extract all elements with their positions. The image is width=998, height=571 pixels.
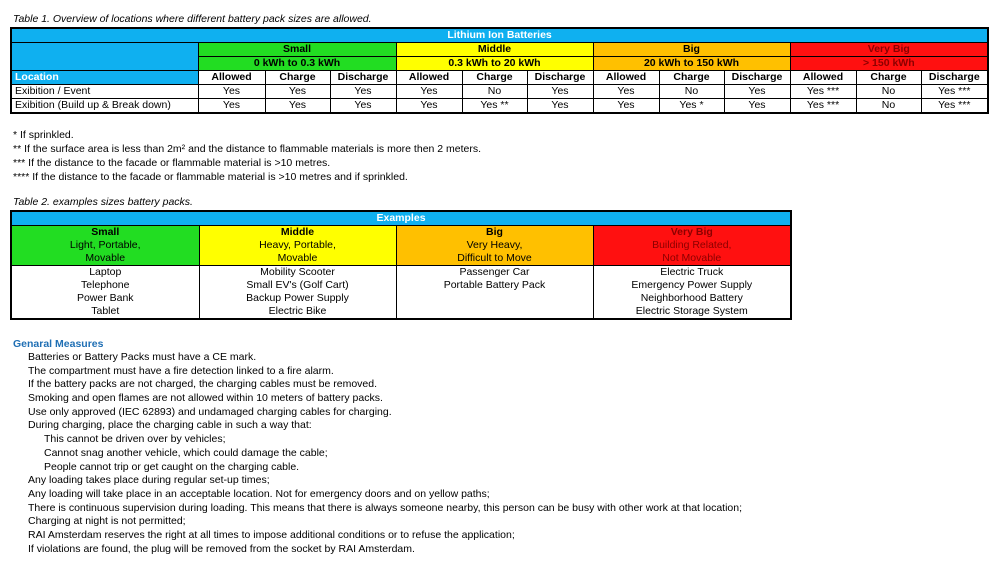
example-col-middle-desc: Heavy, Portable, [199,239,396,252]
measure-subitem: People cannot trip or get caught on the charging cable. [44,460,300,473]
example-item: Neighborhood Battery [593,292,791,305]
table2-caption: Table 2. examples sizes battery packs. [13,196,193,208]
subheader: Charge [659,71,724,85]
measure-item: Batteries or Battery Packs must have a CE mark. [28,351,257,363]
footnote: ** If the surface area is less than 2m² and the distance to flammable materials is more then 2 meters. [13,143,482,155]
example-item: Emergency Power Supply [593,279,791,292]
measure-item: Any loading will take place in an acceptable location. Not for emergency doors and on yellow paths; [28,487,490,500]
example-item: Electric Storage System [593,305,791,319]
example-item: Electric Truck [593,266,791,280]
measure-item: Charging at night is not permitted; [28,515,186,528]
group-small-range: 0 kWh to 0.3 kWh [198,57,396,71]
measure-item: There is continuous supervision during loading. This means that there is always someone nearby, this person can be busy with other work at that location; [28,501,742,514]
example-item: Tablet [11,305,199,319]
example-item: Laptop [11,266,199,280]
example-item [396,305,593,319]
table-cell: Yes *** [921,85,988,99]
measure-item: RAI Amsterdam reserves the right at all times to impose additional conditions or to refuse the application; [28,528,515,541]
table-cell: No [462,85,527,99]
table-cell: Yes *** [790,99,856,114]
group-small-name: Small [198,43,396,57]
measure-subitem: This cannot be driven over by vehicles; [44,433,226,446]
footnote: *** If the distance to the facade or flammable material is >10 metres. [13,157,331,169]
example-col-very-big-desc2: Not Movable [593,252,791,266]
example-item: Portable Battery Pack [396,279,593,292]
example-col-middle-name: Middle [199,226,396,240]
measure-subitem: Cannot snag another vehicle, which could damage the cable; [44,446,328,459]
measure-item: Any loading takes place during regular set-up times; [28,474,270,487]
table-cell: Yes [330,85,396,99]
subheader: Charge [462,71,527,85]
group-big-range: 20 kWh to 150 kWh [593,57,790,71]
footnotes [13,128,481,184]
subheader: Discharge [921,71,988,85]
subheader: Allowed [198,71,265,85]
subheader: Charge [265,71,330,85]
example-col-middle-desc2: Movable [199,252,396,266]
table-cell: Yes [330,99,396,114]
group-middle-name: Middle [396,43,593,57]
group-very-big-name: Very Big [790,43,988,57]
example-col-very-big-desc: Building Related, [593,239,791,252]
group-very-big-range: > 150 kWh [790,57,988,71]
footnote: * If sprinkled. [13,129,74,141]
footnote: **** If the distance to the facade or flammable material is >10 metres and if sprinkled. [13,171,408,183]
table-row [11,85,988,99]
general-measures-title: Genaral Measures [13,338,104,350]
table-cell: Yes [593,99,659,114]
table-cell: Yes *** [921,99,988,114]
table-cell: Yes [527,85,593,99]
example-item: Small EV's (Golf Cart) [199,279,396,292]
example-col-big-desc2: Difficult to Move [396,252,593,266]
table-cell: Yes *** [790,85,856,99]
example-col-big-desc: Very Heavy, [396,239,593,252]
example-col-small-desc: Light, Portable, [11,239,199,252]
table-row [11,305,791,319]
table-cell: No [856,99,921,114]
example-item [396,292,593,305]
table-cell: Yes [396,85,462,99]
example-item: Mobility Scooter [199,266,396,280]
group-middle-range: 0.3 kWh to 20 kWh [396,57,593,71]
row-label: Exibition / Event [11,85,198,99]
subheader: Charge [856,71,921,85]
table-cell: Yes ** [462,99,527,114]
table-row [11,266,791,280]
table1-header: Lithium Ion Batteries [11,28,988,43]
measure-item: Use only approved (IEC 62893) and undamaged charging cables for charging. [28,405,392,418]
measure-item: If the battery packs are not charged, the charging cables must be removed. [28,378,378,391]
subheader: Allowed [593,71,659,85]
table-cell: Yes [724,99,790,114]
table-cell: Yes * [659,99,724,114]
example-item: Power Bank [11,292,199,305]
table-cell: Yes [198,85,265,99]
table-cell: Yes [724,85,790,99]
table-cell: Yes [527,99,593,114]
table-cell: Yes [265,99,330,114]
example-col-very-big-name: Very Big [593,226,791,240]
example-item: Electric Bike [199,305,396,319]
example-item: Backup Power Supply [199,292,396,305]
subheader: Allowed [396,71,462,85]
example-item: Passenger Car [396,266,593,280]
table-cell: Yes [265,85,330,99]
table-cell: No [856,85,921,99]
example-col-big-name: Big [396,226,593,240]
example-item: Telephone [11,279,199,292]
battery-locations-table [10,27,989,114]
table-row [11,292,791,305]
table-row [11,99,988,114]
measure-item: Smoking and open flames are not allowed within 10 meters of battery packs. [28,392,383,405]
row-label: Exibition (Build up & Break down) [11,99,198,114]
table-cell: No [659,85,724,99]
group-big-name: Big [593,43,790,57]
location-header-blank [11,43,198,71]
table-row [11,279,791,292]
table-cell: Yes [593,85,659,99]
subheader: Discharge [724,71,790,85]
subheader: Allowed [790,71,856,85]
subheader: Discharge [330,71,396,85]
location-label: Location [11,71,198,85]
example-col-small-name: Small [11,226,199,240]
table1-caption: Table 1. Overview of locations where different battery pack sizes are allowed. [13,13,372,25]
table-cell: Yes [198,99,265,114]
example-col-small-desc2: Movable [11,252,199,266]
measure-item: During charging, place the charging cable in such a way that: [28,419,312,432]
measure-item: The compartment must have a fire detection linked to a fire alarm. [28,364,334,377]
measure-item: If violations are found, the plug will be removed from the socket by RAI Amsterdam. [28,542,415,555]
table-cell: Yes [396,99,462,114]
table2-header: Examples [11,211,791,226]
battery-examples-table [10,210,792,320]
general-measures-list [28,351,742,556]
subheader: Discharge [527,71,593,85]
